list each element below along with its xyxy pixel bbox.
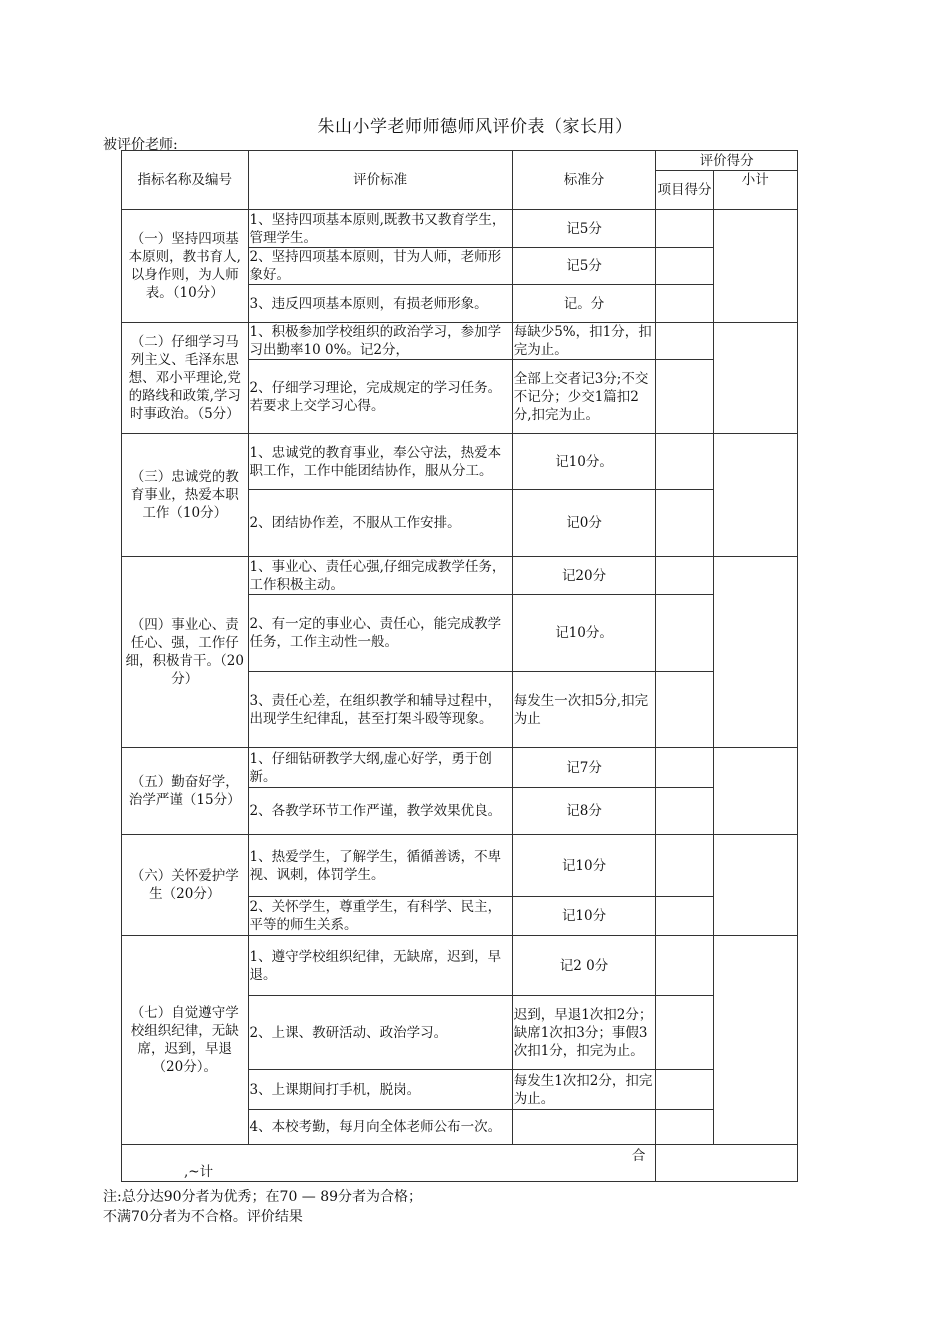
- indicator-cell: （六）关怀爱护学生（20分）: [122, 835, 249, 936]
- score-cell: 记10分。: [512, 595, 656, 672]
- total-label-he: 合: [631, 1148, 646, 1164]
- standard-cell: 1、仔细钻研教学大纲,虚心好学，勇于创新。: [248, 748, 512, 788]
- score-cell: 记2 0分: [512, 936, 656, 996]
- score-cell: 记0分: [512, 490, 656, 557]
- item-score-cell[interactable]: [656, 936, 713, 996]
- subtotal-cell[interactable]: [713, 557, 797, 748]
- standard-cell: 2、仔细学习理论，完成规定的学习任务。若要求上交学习心得。: [248, 360, 512, 434]
- item-score-cell[interactable]: [656, 595, 713, 672]
- page-title: 朱山小学老师师德师风评价表（家长用）: [317, 117, 633, 137]
- score-cell: 每发生1次扣2分，扣完为止。: [512, 1070, 656, 1110]
- item-score-cell[interactable]: [656, 788, 713, 835]
- header-score: 标准分: [512, 151, 656, 210]
- item-score-cell[interactable]: [656, 360, 713, 434]
- score-cell: 记10分。: [512, 434, 656, 490]
- item-score-cell[interactable]: [656, 434, 713, 490]
- score-cell: 记7分: [512, 748, 656, 788]
- score-cell: 记8分: [512, 788, 656, 835]
- note-line-2: 不满70分者为不合格。评价结果: [103, 1209, 303, 1225]
- indicator-cell: （三）忠诚党的教育事业，热爱本职工作（10分）: [122, 434, 249, 557]
- item-score-cell[interactable]: [656, 1070, 713, 1110]
- item-score-cell[interactable]: [656, 248, 713, 285]
- item-score-cell[interactable]: [656, 557, 713, 595]
- standard-cell: 2、上课、教研活动、政治学习。: [248, 996, 512, 1070]
- evaluation-table: [121, 150, 798, 1182]
- score-cell: [512, 1110, 656, 1145]
- total-label-cell: [122, 1145, 656, 1182]
- standard-cell: 1、事业心、责任心强,仔细完成教学任务，工作积极主动。: [248, 557, 512, 595]
- header-subtotal: 小计: [713, 171, 797, 210]
- standard-cell: 3、责任心差，在组织教学和辅导过程中，出现学生纪律乱，甚至打架斗殴等现象。: [248, 672, 512, 748]
- standard-cell: 2、有一定的事业心、责任心，能完成教学任务，工作主动性一般。: [248, 595, 512, 672]
- score-cell: 迟到，早退1次扣2分；缺席1次扣3分；事假3次扣1分，扣完为止。: [512, 996, 656, 1070]
- score-cell: 记20分: [512, 557, 656, 595]
- score-cell: 每发生一次扣5分,扣完为止: [512, 672, 656, 748]
- standard-cell: 1、遵守学校组织纪律，无缺席，迟到，早退。: [248, 936, 512, 996]
- table-row: [122, 434, 798, 490]
- table-row: [122, 210, 798, 248]
- score-cell: 全部上交者记3分;不交不记分；少交1篇扣2分,扣完为止。: [512, 360, 656, 434]
- standard-cell: 1、坚持四项基本原则,既教书又教育学生，管理学生。: [248, 210, 512, 248]
- indicator-cell: （七）自觉遵守学校组织纪律，无缺席，迟到，早退（20分）。: [122, 936, 249, 1145]
- item-score-cell[interactable]: [656, 285, 713, 323]
- table-row: [122, 748, 798, 788]
- subtotal-cell[interactable]: [713, 210, 797, 323]
- standard-cell: 1、热爱学生，了解学生，循循善诱，不卑视、讽刺，体罚学生。: [248, 835, 512, 897]
- score-cell: 记10分: [512, 897, 656, 936]
- item-score-cell[interactable]: [656, 748, 713, 788]
- standard-cell: 2、各教学环节工作严谨，教学效果优良。: [248, 788, 512, 835]
- subtotal-cell[interactable]: [713, 748, 797, 835]
- standard-cell: 1、积极参加学校组织的政治学习，参加学习出勤率10 0%。记2分，: [248, 323, 512, 360]
- item-score-cell[interactable]: [656, 835, 713, 897]
- standard-cell: 3、上课期间打手机，脱岗。: [248, 1070, 512, 1110]
- header-row: [122, 151, 798, 171]
- indicator-cell: （五）勤奋好学，治学严谨（15分）: [122, 748, 249, 835]
- standard-cell: 1、忠诚党的教育事业，奉公守法，热爱本职工作，工作中能团结协作，服从分工。: [248, 434, 512, 490]
- table-row: [122, 835, 798, 897]
- score-cell: 记5分: [512, 210, 656, 248]
- standard-cell: 2、坚持四项基本原则，甘为人师，老师形象好。: [248, 248, 512, 285]
- table-row: [122, 936, 798, 996]
- total-row: [122, 1145, 798, 1182]
- subtotal-cell[interactable]: [713, 936, 797, 1145]
- indicator-cell: （一）坚持四项基本原则，教书育人,以身作则，为人师表。（10分）: [122, 210, 249, 323]
- item-score-cell[interactable]: [656, 897, 713, 936]
- standard-cell: 2、关怀学生，尊重学生，有科学、民主，平等的师生关系。: [248, 897, 512, 936]
- standard-cell: 2、团结协作差，不服从工作安排。: [248, 490, 512, 557]
- item-score-cell[interactable]: [656, 323, 713, 360]
- total-score-cell[interactable]: [656, 1145, 798, 1182]
- subtotal-cell[interactable]: [713, 434, 797, 557]
- table-row: [122, 557, 798, 595]
- header-eval-score: 评价得分: [656, 151, 798, 171]
- total-label-ji: ,~计: [184, 1164, 214, 1180]
- standard-cell: 4、本校考勤，每月向全体老师公布一次。: [248, 1110, 512, 1145]
- indicator-cell: （四）事业心、责任心、强，工作仔细，积极肯干。（20 分）: [122, 557, 249, 748]
- subtotal-cell[interactable]: [713, 323, 797, 434]
- standard-cell: 3、违反四项基本原则，有损老师形象。: [248, 285, 512, 323]
- table-row: [122, 323, 798, 360]
- note-line-1: 注:总分达90分者为优秀；在70 — 89分者为合格；: [103, 1189, 423, 1205]
- score-cell: 记。分: [512, 285, 656, 323]
- score-cell: 记5分: [512, 248, 656, 285]
- score-cell: 记10分: [512, 835, 656, 897]
- item-score-cell[interactable]: [656, 490, 713, 557]
- indicator-cell: （二）仔细学习马列主义、毛泽东思想、邓小平理论,党的路线和政策,学习时事政治。（5分）: [122, 323, 249, 434]
- item-score-cell[interactable]: [656, 1110, 713, 1145]
- evaluated-teacher-label: 被评价老师:: [103, 137, 178, 153]
- header-standard: 评价标准: [248, 151, 512, 210]
- item-score-cell[interactable]: [656, 996, 713, 1070]
- item-score-cell[interactable]: [656, 672, 713, 748]
- subtotal-cell[interactable]: [713, 835, 797, 936]
- header-indicator: 指标名称及编号: [122, 151, 249, 210]
- item-score-cell[interactable]: [656, 210, 713, 248]
- score-cell: 每缺少5%，扣1分，扣完为止。: [512, 323, 656, 360]
- header-item-score: 项目得分: [656, 171, 713, 210]
